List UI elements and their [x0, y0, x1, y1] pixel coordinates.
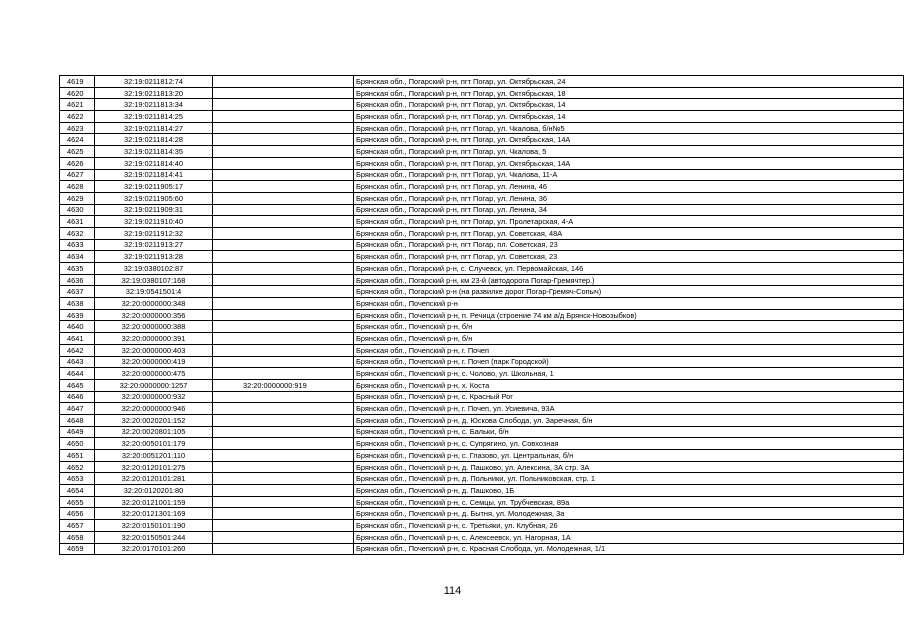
- cadastral-number-cell: 32:20:0020801:105: [95, 426, 213, 438]
- address-cell: Брянская обл., Погарский р-н, пгт Погар, ул. Чкалова, 5: [354, 146, 904, 158]
- table-row: [60, 192, 904, 204]
- linked-cadastral-number-cell: [213, 286, 354, 298]
- address-cell: Брянская обл., Почепский р-н, с. Бальки, б/н: [354, 426, 904, 438]
- address-cell: Брянская обл., Погарский р-н, пгт Погар, ул. Октябрьская, 14: [354, 99, 904, 111]
- linked-cadastral-number-cell: [213, 508, 354, 520]
- cadastral-number-cell: 32:19:0211814:28: [95, 134, 213, 146]
- cadastral-number-cell: 32:19:0380102:87: [95, 263, 213, 275]
- table-row: [60, 426, 904, 438]
- address-cell: Брянская обл., Погарский р-н, пгт Погар, ул. Советская, 48А: [354, 227, 904, 239]
- row-number-cell: 4653: [60, 473, 95, 485]
- table-row: [60, 76, 904, 88]
- row-number-cell: 4636: [60, 274, 95, 286]
- row-number-cell: 4652: [60, 461, 95, 473]
- table-row: [60, 169, 904, 181]
- registry-table: [59, 75, 904, 555]
- row-number-cell: 4634: [60, 251, 95, 263]
- table-row: [60, 321, 904, 333]
- cadastral-number-cell: 32:19:0211814:25: [95, 111, 213, 123]
- linked-cadastral-number-cell: [213, 157, 354, 169]
- row-number-cell: 4648: [60, 414, 95, 426]
- address-cell: Брянская обл., Погарский р-н, пгт Погар, пл. Советская, 23: [354, 239, 904, 251]
- row-number-cell: 4659: [60, 543, 95, 555]
- address-cell: Брянская обл., Почепский р-н, х. Коста: [354, 379, 904, 391]
- cadastral-number-cell: 32:19:0211905:60: [95, 192, 213, 204]
- cadastral-number-cell: 32:19:0211814:35: [95, 146, 213, 158]
- cadastral-number-cell: 32:19:0380107:168: [95, 274, 213, 286]
- cadastral-number-cell: 32:20:0000000:932: [95, 391, 213, 403]
- linked-cadastral-number-cell: [213, 181, 354, 193]
- table-row: [60, 239, 904, 251]
- linked-cadastral-number-cell: [213, 192, 354, 204]
- row-number-cell: 4650: [60, 438, 95, 450]
- address-cell: Брянская обл., Почепский р-н, с. Красная Слобода, ул. Молодежная, 1/1: [354, 543, 904, 555]
- table-row: [60, 438, 904, 450]
- row-number-cell: 4632: [60, 227, 95, 239]
- table-row: [60, 485, 904, 497]
- cadastral-number-cell: 32:20:0000000:356: [95, 309, 213, 321]
- address-cell: Брянская обл., Почепский р-н, г. Почеп (парк Городской): [354, 356, 904, 368]
- cadastral-number-cell: 32:20:0000000:1257: [95, 379, 213, 391]
- table-row: [60, 204, 904, 216]
- table-row: [60, 274, 904, 286]
- cadastral-number-cell: 32:20:0050101:179: [95, 438, 213, 450]
- row-number-cell: 4620: [60, 87, 95, 99]
- linked-cadastral-number-cell: [213, 122, 354, 134]
- cadastral-number-cell: 32:20:0120101:281: [95, 473, 213, 485]
- cadastral-number-cell: 32:20:0121001:159: [95, 496, 213, 508]
- address-cell: Брянская обл., Погарский р-н, пгт Погар, ул. Чкалова, 11-А: [354, 169, 904, 181]
- table-row: [60, 461, 904, 473]
- table-row: [60, 99, 904, 111]
- cadastral-number-cell: 32:20:0121301:169: [95, 508, 213, 520]
- linked-cadastral-number-cell: [213, 87, 354, 99]
- cadastral-number-cell: 32:19:0211814:27: [95, 122, 213, 134]
- linked-cadastral-number-cell: [213, 473, 354, 485]
- cadastral-number-cell: 32:20:0120201:80: [95, 485, 213, 497]
- cadastral-number-cell: 32:20:0000000:391: [95, 333, 213, 345]
- row-number-cell: 4641: [60, 333, 95, 345]
- table-row: [60, 122, 904, 134]
- cadastral-number-cell: 32:19:0211910:40: [95, 216, 213, 228]
- table-row: [60, 356, 904, 368]
- linked-cadastral-number-cell: [213, 391, 354, 403]
- linked-cadastral-number-cell: [213, 263, 354, 275]
- address-cell: Брянская обл., Почепский р-н, с. Третьяки, ул. Клубная, 26: [354, 520, 904, 532]
- table-row: [60, 391, 904, 403]
- table-row: [60, 298, 904, 310]
- table-row: [60, 227, 904, 239]
- row-number-cell: 4656: [60, 508, 95, 520]
- table-row: [60, 146, 904, 158]
- address-cell: Брянская обл., Погарский р-н, пгт Погар, ул. Октябрьская, 18: [354, 87, 904, 99]
- cadastral-number-cell: 32:19:0211912:32: [95, 227, 213, 239]
- row-number-cell: 4629: [60, 192, 95, 204]
- cadastral-number-cell: 32:20:0000000:419: [95, 356, 213, 368]
- table-row: [60, 134, 904, 146]
- linked-cadastral-number-cell: [213, 485, 354, 497]
- table-row: [60, 450, 904, 462]
- table-row: [60, 263, 904, 275]
- row-number-cell: 4624: [60, 134, 95, 146]
- cadastral-number-cell: 32:19:0211814:41: [95, 169, 213, 181]
- cadastral-number-cell: 32:20:0000000:475: [95, 368, 213, 380]
- linked-cadastral-number-cell: [213, 251, 354, 263]
- linked-cadastral-number-cell: [213, 368, 354, 380]
- address-cell: Брянская обл., Почепский р-н, с. Чолово, ул. Школьная, 1: [354, 368, 904, 380]
- address-cell: Брянская обл., Почепский р-н, д. Пашково, 1Б: [354, 485, 904, 497]
- table-row: [60, 344, 904, 356]
- address-cell: Брянская обл., Погарский р-н, пгт Погар, ул. Октябрьская, 14А: [354, 134, 904, 146]
- row-number-cell: 4619: [60, 76, 95, 88]
- cadastral-number-cell: 32:19:0211814:40: [95, 157, 213, 169]
- row-number-cell: 4655: [60, 496, 95, 508]
- linked-cadastral-number-cell: [213, 403, 354, 415]
- table-row: [60, 111, 904, 123]
- linked-cadastral-number-cell: [213, 520, 354, 532]
- row-number-cell: 4657: [60, 520, 95, 532]
- cadastral-number-cell: 32:19:0541501:4: [95, 286, 213, 298]
- linked-cadastral-number-cell: [213, 531, 354, 543]
- linked-cadastral-number-cell: [213, 426, 354, 438]
- linked-cadastral-number-cell: [213, 227, 354, 239]
- address-cell: Брянская обл., Почепский р-н, с. Супрягино, ул. Совхозная: [354, 438, 904, 450]
- cadastral-number-cell: 32:20:0000000:348: [95, 298, 213, 310]
- row-number-cell: 4625: [60, 146, 95, 158]
- linked-cadastral-number-cell: [213, 333, 354, 345]
- address-cell: Брянская обл., Погарский р-н, км 23-й (автодорога Погар-Гремячтер.): [354, 274, 904, 286]
- cadastral-number-cell: 32:20:0000000:403: [95, 344, 213, 356]
- address-cell: Брянская обл., Почепский р-н, б/н: [354, 333, 904, 345]
- linked-cadastral-number-cell: [213, 239, 354, 251]
- address-cell: Брянская обл., Погарский р-н, пгт Погар, ул. Октябрьская, 24: [354, 76, 904, 88]
- cadastral-number-cell: 32:20:0150501:244: [95, 531, 213, 543]
- linked-cadastral-number-cell: 32:20:0000000:919: [213, 379, 354, 391]
- address-cell: Брянская обл., Погарский р-н (на развилке дорог Погар-Гремяч-Сопыч): [354, 286, 904, 298]
- cadastral-number-cell: 32:20:0150101:190: [95, 520, 213, 532]
- linked-cadastral-number-cell: [213, 496, 354, 508]
- table-row: [60, 286, 904, 298]
- row-number-cell: 4649: [60, 426, 95, 438]
- address-cell: Брянская обл., Почепский р-н, г. Почеп: [354, 344, 904, 356]
- table-row: [60, 531, 904, 543]
- linked-cadastral-number-cell: [213, 321, 354, 333]
- row-number-cell: 4651: [60, 450, 95, 462]
- table-row: [60, 309, 904, 321]
- linked-cadastral-number-cell: [213, 111, 354, 123]
- linked-cadastral-number-cell: [213, 169, 354, 181]
- row-number-cell: 4644: [60, 368, 95, 380]
- address-cell: Брянская обл., Почепский р-н, д. Юскова Слобода, ул. Заречная, б/н: [354, 414, 904, 426]
- linked-cadastral-number-cell: [213, 134, 354, 146]
- linked-cadastral-number-cell: [213, 356, 354, 368]
- address-cell: Брянская обл., Почепский р-н, б/н: [354, 321, 904, 333]
- table-row: [60, 520, 904, 532]
- cadastral-number-cell: 32:19:0211813:34: [95, 99, 213, 111]
- linked-cadastral-number-cell: [213, 274, 354, 286]
- linked-cadastral-number-cell: [213, 146, 354, 158]
- address-cell: Брянская обл., Почепский р-н, д. Польники, ул. Польниковская, стр. 1: [354, 473, 904, 485]
- address-cell: Брянская обл., Погарский р-н, пгт Погар, ул. Октябрьская, 14А: [354, 157, 904, 169]
- address-cell: Брянская обл., Почепский р-н: [354, 298, 904, 310]
- row-number-cell: 4639: [60, 309, 95, 321]
- row-number-cell: 4630: [60, 204, 95, 216]
- row-number-cell: 4631: [60, 216, 95, 228]
- cadastral-number-cell: 32:19:0211909:31: [95, 204, 213, 216]
- address-cell: Брянская обл., Почепский р-н, с. Красный Рог: [354, 391, 904, 403]
- address-cell: Брянская обл., Погарский р-н, пгт Погар, ул. Чкалова, б/н№5: [354, 122, 904, 134]
- row-number-cell: 4658: [60, 531, 95, 543]
- address-cell: Брянская обл., Почепский р-н, д. Бытня, ул. Молодежная, 3а: [354, 508, 904, 520]
- row-number-cell: 4647: [60, 403, 95, 415]
- table-row: [60, 508, 904, 520]
- address-cell: Брянская обл., Погарский р-н, с. Случевск, ул. Первомайская, 146: [354, 263, 904, 275]
- linked-cadastral-number-cell: [213, 414, 354, 426]
- linked-cadastral-number-cell: [213, 298, 354, 310]
- table-row: [60, 216, 904, 228]
- address-cell: Брянская обл., Почепский р-н, д. Пашково, ул. Алексина, 3А стр. 3А: [354, 461, 904, 473]
- address-cell: Брянская обл., Погарский р-н, пгт Погар, ул. Октябрьская, 14: [354, 111, 904, 123]
- table-row: [60, 403, 904, 415]
- address-cell: Брянская обл., Почепский р-н, с. Семцы, ул. Трубчевская, 89а: [354, 496, 904, 508]
- linked-cadastral-number-cell: [213, 543, 354, 555]
- linked-cadastral-number-cell: [213, 450, 354, 462]
- row-number-cell: 4635: [60, 263, 95, 275]
- linked-cadastral-number-cell: [213, 461, 354, 473]
- cadastral-number-cell: 32:20:0020201:152: [95, 414, 213, 426]
- cadastral-number-cell: 32:19:0211913:27: [95, 239, 213, 251]
- table-row: [60, 87, 904, 99]
- address-cell: Брянская обл., Погарский р-н, пгт Погар, ул. Советская, 23: [354, 251, 904, 263]
- row-number-cell: 4627: [60, 169, 95, 181]
- table-row: [60, 379, 904, 391]
- registry-body: [60, 76, 904, 555]
- row-number-cell: 4626: [60, 157, 95, 169]
- linked-cadastral-number-cell: [213, 99, 354, 111]
- linked-cadastral-number-cell: [213, 216, 354, 228]
- address-cell: Брянская обл., Почепский р-н, п. Речица (строение 74 км а/д Брянск-Новозыбков): [354, 309, 904, 321]
- address-cell: Брянская обл., Погарский р-н, пгт Погар, ул. Пролетарская, 4-А: [354, 216, 904, 228]
- address-cell: Брянская обл., Почепский р-н, г. Почеп, ул. Усиевича, 93А: [354, 403, 904, 415]
- cadastral-number-cell: 32:20:0120101:275: [95, 461, 213, 473]
- row-number-cell: 4643: [60, 356, 95, 368]
- table-row: [60, 414, 904, 426]
- address-cell: Брянская обл., Погарский р-н, пгт Погар, ул. Ленина, 46: [354, 181, 904, 193]
- row-number-cell: 4622: [60, 111, 95, 123]
- linked-cadastral-number-cell: [213, 309, 354, 321]
- table-row: [60, 181, 904, 193]
- address-cell: Брянская обл., Погарский р-н, пгт Погар, ул. Ленина, 36: [354, 192, 904, 204]
- table-row: [60, 473, 904, 485]
- linked-cadastral-number-cell: [213, 76, 354, 88]
- row-number-cell: 4654: [60, 485, 95, 497]
- row-number-cell: 4637: [60, 286, 95, 298]
- page-number: 114: [443, 585, 462, 597]
- cadastral-number-cell: 32:19:0211905:17: [95, 181, 213, 193]
- row-number-cell: 4621: [60, 99, 95, 111]
- table-row: [60, 333, 904, 345]
- row-number-cell: 4633: [60, 239, 95, 251]
- cadastral-number-cell: 32:20:0170101:260: [95, 543, 213, 555]
- row-number-cell: 4640: [60, 321, 95, 333]
- table-row: [60, 251, 904, 263]
- row-number-cell: 4642: [60, 344, 95, 356]
- table-row: [60, 368, 904, 380]
- table-row: [60, 543, 904, 555]
- row-number-cell: 4638: [60, 298, 95, 310]
- cadastral-number-cell: 32:19:0211812:74: [95, 76, 213, 88]
- row-number-cell: 4623: [60, 122, 95, 134]
- address-cell: Брянская обл., Погарский р-н, пгт Погар, ул. Ленина, 34: [354, 204, 904, 216]
- linked-cadastral-number-cell: [213, 204, 354, 216]
- cadastral-number-cell: 32:20:0000000:388: [95, 321, 213, 333]
- linked-cadastral-number-cell: [213, 438, 354, 450]
- row-number-cell: 4628: [60, 181, 95, 193]
- cadastral-number-cell: 32:20:0000000:946: [95, 403, 213, 415]
- row-number-cell: 4646: [60, 391, 95, 403]
- cadastral-number-cell: 32:20:0051201:110: [95, 450, 213, 462]
- address-cell: Брянская обл., Почепский р-н, с. Алексеевск, ул. Нагорная, 1А: [354, 531, 904, 543]
- row-number-cell: 4645: [60, 379, 95, 391]
- cadastral-number-cell: 32:19:0211813:20: [95, 87, 213, 99]
- cadastral-number-cell: 32:19:0211913:28: [95, 251, 213, 263]
- table-row: [60, 496, 904, 508]
- table-row: [60, 157, 904, 169]
- linked-cadastral-number-cell: [213, 344, 354, 356]
- address-cell: Брянская обл., Почепский р-н, с. Глазово, ул. Центральная, б/н: [354, 450, 904, 462]
